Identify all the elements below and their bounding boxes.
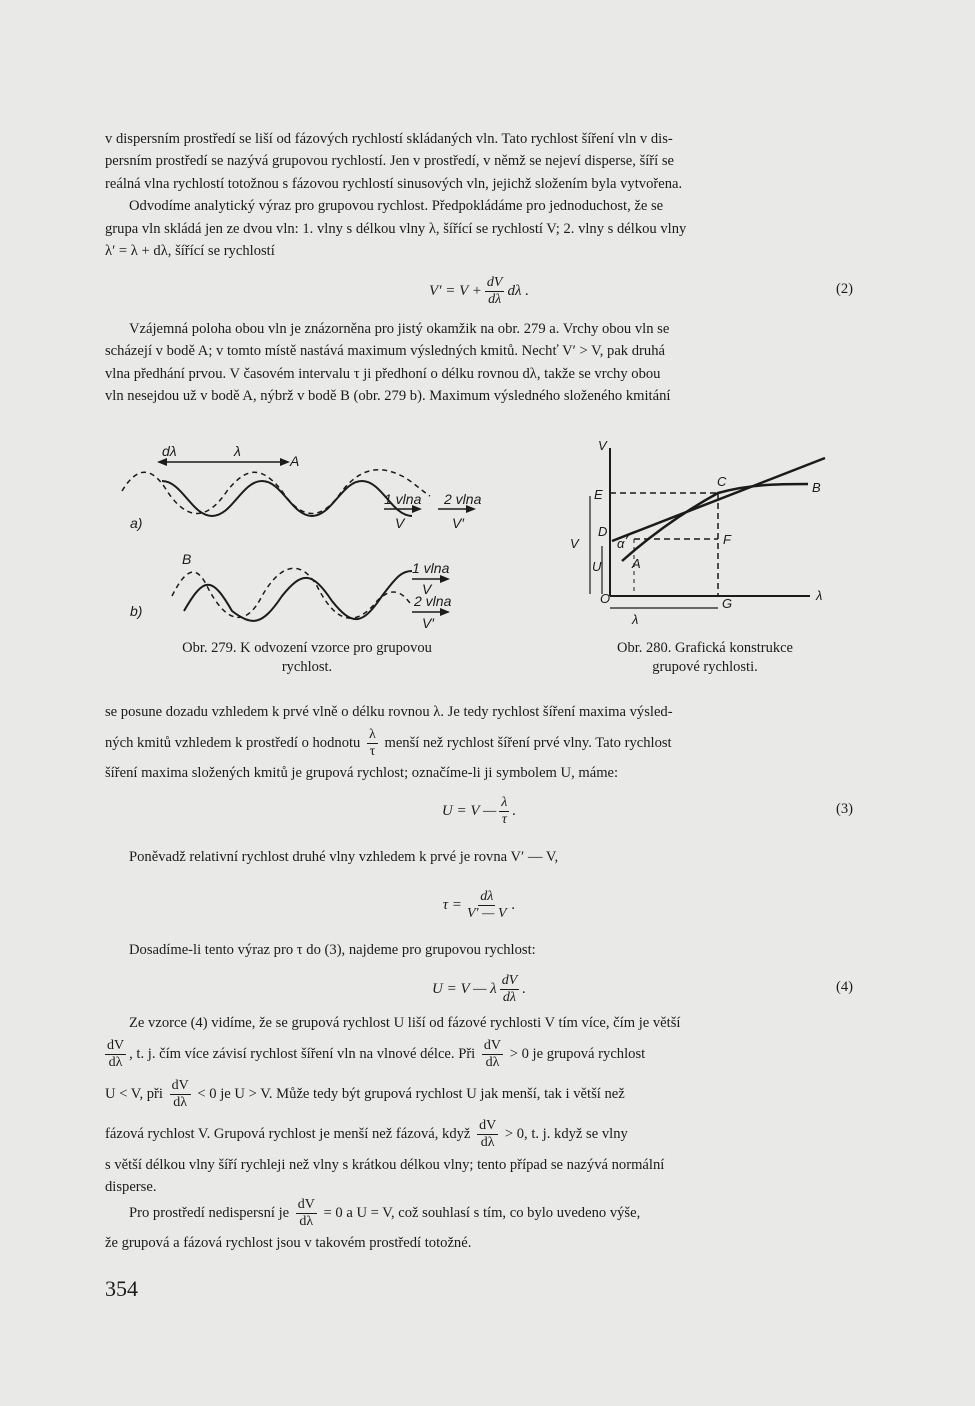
numerator: dV (483, 1038, 502, 1054)
paragraph-4 (105, 846, 853, 868)
fraction (105, 1038, 126, 1071)
text-segment: U < V, při (105, 1086, 163, 1102)
wave-1-b (184, 571, 412, 621)
label-alpha: α (617, 536, 625, 551)
wave-2-b (172, 568, 412, 618)
text-line: disperse. (105, 1179, 157, 1195)
text-segment: ných kmitů vzhledem k prostředí o hodnotu (105, 735, 361, 751)
text-line (105, 1114, 853, 1154)
eq-left: U = V — λ (432, 980, 497, 997)
fraction (477, 1118, 498, 1151)
label-U: U (592, 559, 602, 574)
figure-280-diagram (560, 436, 850, 636)
text-line: Poněvadž relativní rychlost druhé vlny vzhledem k prvé je rovna V′ — V, (129, 849, 559, 865)
equation-3 (105, 788, 853, 834)
text-line: λ′ = λ + dλ, šířící se rychlostí (105, 243, 275, 260)
numerator: λ (501, 794, 508, 810)
denominator: dλ (173, 1095, 188, 1111)
text-segment: menší než rychlost šíření prvé vlny. Tato rychlost (384, 735, 672, 751)
label-b: b) (130, 603, 143, 619)
denominator: dλ (502, 989, 516, 1005)
text-line: Ze vzorce (4) vidíme, že se grupová rychlost U liší od fázové rychlosti V tím více, čím je větší (129, 1015, 681, 1031)
label-D: D (598, 524, 608, 539)
text-segment: Pro prostředí nedispersní je (129, 1205, 290, 1221)
denominator: dλ (299, 1214, 314, 1230)
label-lambda: λ (234, 443, 241, 459)
denominator: dλ (488, 291, 502, 307)
caption-line: grupové rychlosti. (652, 659, 758, 675)
figure-279-caption (112, 639, 502, 677)
label-a: a) (130, 515, 143, 531)
eq-right: . (522, 980, 526, 997)
equation-4 (105, 966, 853, 1012)
equation-number: (3) (835, 801, 853, 817)
paragraph-6 (105, 1012, 853, 1198)
label-V-a: V (395, 515, 405, 531)
fraction (170, 1078, 191, 1111)
equation-number: (4) (835, 979, 853, 995)
label-lambda-axis: λ (816, 588, 823, 603)
denominator: τ (501, 811, 507, 827)
numerator: dV (107, 1038, 125, 1054)
label-B: B (812, 480, 821, 495)
text-line: grupa vln skládá jen ze dvou vln: 1. vlny s délkou vlny λ, šířící se rychlostí V; 2. vlny s délkou vlny (105, 220, 687, 237)
equation-2 (105, 268, 853, 314)
label-vlna2-a: 2 vlna (444, 491, 482, 507)
denominator: dλ (485, 1055, 500, 1071)
text-line: vln nesejdou už v bodě A, nýbrž v bodě B (obr. 279 b). Maximum výsledného složeného kmitání (105, 388, 671, 405)
label-vlna2-b: 2 vlna (414, 593, 452, 609)
text-line: reálná vlna rychlostí totožnou s fázovou rychlostí sinusových vln, jejichž složením byla vytvořena. (105, 175, 683, 192)
caption-line: Obr. 280. Grafická konstrukce (617, 640, 793, 656)
numerator: dV (501, 972, 518, 988)
paragraph-2 (105, 318, 853, 408)
numerator: dV (479, 1118, 497, 1134)
numerator: λ (369, 727, 376, 743)
paragraph-5 (105, 939, 853, 961)
text-line: v dispersním prostředí se liší od fázových rychlostí skládaných vln. Tato rychlost šíření vln v dis- (105, 131, 673, 147)
label-E: E (594, 487, 603, 502)
text-line: Dosadíme-li tento výraz pro τ do (3), najdeme pro grupovou rychlost: (129, 942, 536, 958)
fraction (482, 1038, 503, 1071)
page-number: 354 (105, 1276, 138, 1301)
label-A: A (632, 556, 641, 571)
label-V-side: V (570, 536, 579, 551)
label-vlna1-b: 1 vlna (412, 560, 450, 576)
eq-right: dλ . (507, 282, 529, 299)
fraction (296, 1197, 317, 1230)
eq-left: τ = (442, 896, 462, 913)
label-dl: dλ (162, 443, 177, 459)
text-line: persním prostředí se nazývá grupovou rychlostí. Jen v prostředí, v němž se nejeví disperse, šíří se (105, 153, 675, 170)
text-line: Vzájemná poloha obou vln je znázorněna pro jistý okamžik na obr. 279 a. Vrchy obou vln se (129, 321, 670, 337)
fraction (485, 275, 505, 308)
text-line: vlna předhání prvou. V časovém intervalu τ ji předhoní o délku rovnou dλ, takže se vrchy obou (105, 365, 661, 382)
fraction (500, 973, 520, 1006)
eq-left: V′ = V + (429, 282, 482, 299)
label-G: G (722, 596, 733, 611)
numerator: dV (297, 1197, 315, 1213)
label-Vp-a: V′ (452, 515, 464, 531)
fraction (465, 889, 509, 922)
label-Vp-b: V′ (422, 615, 434, 631)
equation-tau (105, 882, 853, 928)
paragraph-7 (105, 1196, 853, 1256)
numerator: dV (171, 1078, 189, 1094)
label-F: F (723, 532, 731, 547)
text-line: se posune dozadu vzhledem k prvé vlně o délku rovnou λ. Je tedy rychlost šíření maxima výsled- (105, 704, 673, 720)
text-line (105, 1196, 853, 1230)
label-B: B (182, 551, 192, 567)
text-segment: > 0 je grupová rychlost (509, 1046, 646, 1062)
label-V-b: V (422, 581, 432, 597)
text-line (105, 1034, 853, 1074)
fraction (367, 727, 378, 760)
text-line (105, 725, 853, 761)
eq-right: . (512, 802, 517, 819)
text-segment: < 0 je U > V. Může tedy být grupová rychlost U jak menší, tak i větší než (197, 1086, 625, 1102)
label-vlna1-a: 1 vlna (384, 491, 422, 507)
numerator: dλ (480, 888, 494, 904)
figure-280-caption (575, 639, 835, 677)
fraction (499, 795, 509, 828)
text-line: s větší délkou vlny šíří rychleji než vlny s krátkou délkou vlny; tento případ se nazývá normální (105, 1157, 665, 1173)
text-segment: fázová rychlost V. Grupová rychlost je menší než fázová, když (105, 1126, 471, 1142)
denominator: V′ — V (466, 905, 507, 921)
equation-number: (2) (835, 281, 853, 297)
figure-279-diagram (112, 436, 502, 646)
label-V-axis: V (598, 438, 607, 453)
text-line (105, 1074, 853, 1114)
label-A: A (290, 453, 300, 469)
eq-left: U = V — (441, 802, 497, 819)
label-C: C (717, 474, 727, 489)
paragraph-1 (105, 128, 853, 262)
text-line: šíření maxima složených kmitů je grupová rychlost; označíme-li ji symbolem U, máme: (105, 765, 619, 781)
text-line: scházejí v bodě A; v tomto místě nastává maximum výsledných kmitů. Nechť V′ > V, pak druhá (105, 343, 665, 360)
text-segment: = 0 a U = V, což souhlasí s tím, co bylo uvedeno výše, (323, 1205, 641, 1221)
caption-line: rychlost. (281, 659, 333, 675)
paragraph-3 (105, 700, 853, 786)
text-line: Odvodíme analytický výraz pro grupovou rychlost. Předpokládáme pro jednoduchost, že se (129, 198, 664, 215)
denominator: dλ (108, 1055, 123, 1071)
dispersion-curve (622, 484, 808, 561)
denominator: τ (369, 744, 376, 760)
text-segment: , t. j. čím více závisí rychlost šíření vln na vlnové délce. Při (129, 1046, 476, 1062)
denominator: dλ (480, 1135, 495, 1151)
label-lambda-bottom: λ (632, 612, 639, 627)
text-segment: > 0, t. j. když se vlny (504, 1126, 628, 1142)
numerator: dV (486, 274, 503, 290)
label-O: O (600, 591, 611, 606)
text-line: že grupová a fázová rychlost jsou v takovém prostředí totožné. (105, 1235, 472, 1251)
eq-right: . (511, 896, 516, 913)
caption-line: Obr. 279. K odvození vzorce pro grupovou (182, 640, 432, 656)
